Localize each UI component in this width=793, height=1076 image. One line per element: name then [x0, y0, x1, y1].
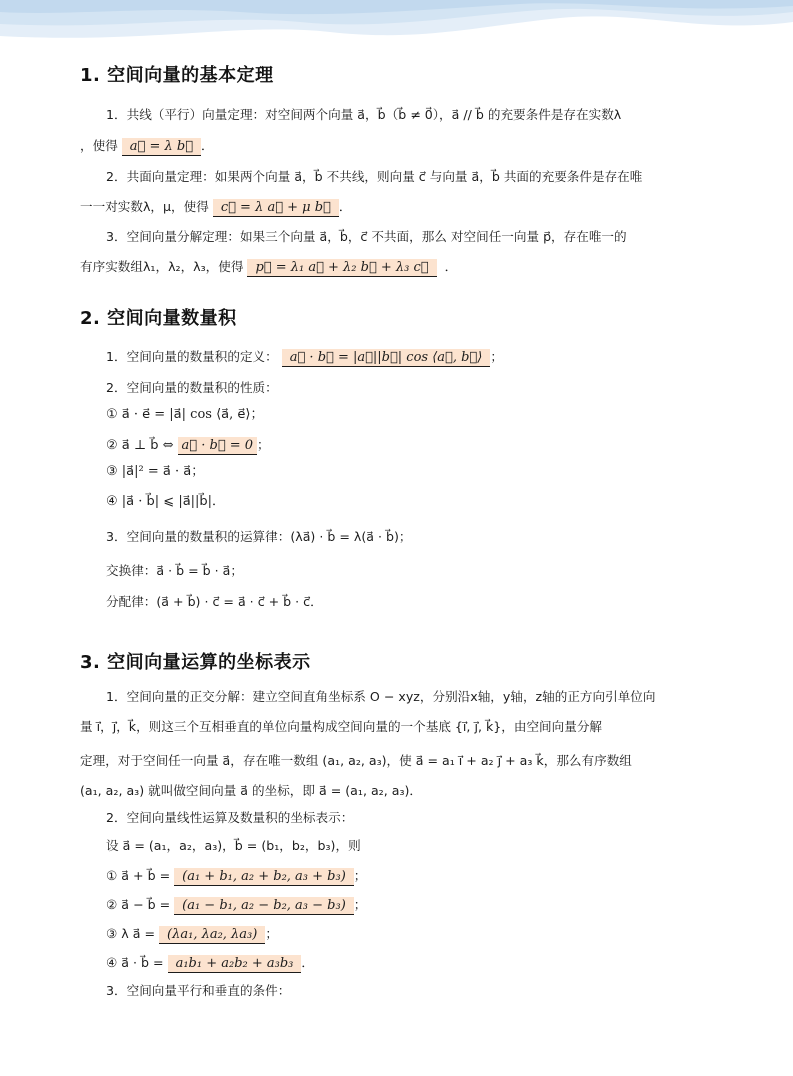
coordinate-item: ④ a⃗ · b⃗ = a₁b₁ + a₂b₂ + a₃b₃ ．	[106, 955, 314, 971]
paragraph-line: 3．空间向量平行和垂直的条件：	[106, 983, 291, 998]
paragraph-line: 一一对实数λ，μ，使得 c⃗ = λ a⃗ + μ b⃗ ．	[80, 199, 352, 215]
answer-highlight: p⃗ = λ₁ a⃗ + λ₂ b⃗ + λ₃ c⃗	[247, 259, 436, 277]
paragraph-line: 3．空间向量的数量积的运算律：(λa⃗) · b⃗ = λ(a⃗ · b⃗)；	[106, 529, 412, 544]
answer-highlight: a⃗ · b⃗ = |a⃗||b⃗| cos ⟨a⃗, b⃗⟩	[282, 349, 491, 367]
paragraph-line: ，使得 a⃗ = λ b⃗ ．	[80, 138, 214, 154]
property-item: ③ |a⃗|² = a⃗ · a⃗；	[106, 464, 205, 479]
answer-highlight: a⃗ = λ b⃗	[122, 138, 201, 156]
section-3	[80, 644, 720, 1074]
coordinate-item: ③ λ a⃗ = (λa₁, λa₂, λa₃) ；	[106, 926, 278, 942]
property-item: ① a⃗ · e⃗ = |a⃗| cos ⟨a⃗, e⃗⟩；	[106, 407, 264, 422]
coordinate-item: ② a⃗ − b⃗ = (a₁ − b₁, a₂ − b₂, a₃ − b₃) ；	[106, 897, 367, 913]
paragraph-line: 2．空间向量的数量积的性质：	[106, 380, 278, 395]
property-item: ② a⃗ ⊥ b⃗ ⇔ a⃗ · b⃗ = 0 ；	[106, 437, 270, 453]
paragraph-line: (a₁, a₂, a₃) 就叫做空间向量 a⃗ 的坐标，即 a⃗ = (a₁, a₂, a₃)．	[80, 783, 422, 798]
section-title: 3. 空间向量运算的坐标表示	[80, 652, 311, 673]
paragraph-line: 2．共面向量定理：如果两个向量 a⃗，b⃗ 不共线，则向量 c⃗ 与向量 a⃗，b⃗ 共面的充要条件是存在唯	[106, 169, 643, 184]
answer-highlight: (a₁ − b₁, a₂ − b₂, a₃ − b₃)	[174, 897, 354, 915]
document-body	[80, 58, 720, 998]
section-2	[80, 300, 720, 640]
paragraph-line: 3．空间向量分解定理：如果三个向量 a⃗，b⃗，c⃗ 不共面，那么 对空间任一向量 p⃗，存在唯一的	[106, 229, 627, 244]
section-1	[80, 58, 720, 288]
paragraph-line: 1．共线（平行）向量定理：对空间两个向量 a⃗，b⃗（b⃗ ≠ 0⃗），a⃗ // b⃗ 的充要条件是存在实数λ	[106, 107, 622, 122]
paragraph-line: 分配律：(a⃗ + b⃗) · c⃗ = a⃗ · c⃗ + b⃗ · c⃗．	[106, 594, 323, 609]
property-item: ④ |a⃗ · b⃗| ⩽ |a⃗||b⃗|．	[106, 494, 226, 509]
paragraph-line: 定理，对于空间任一向量 a⃗，存在唯一数组 (a₁, a₂, a₃)，使 a⃗ = a₁ i⃗ + a₂ j⃗ + a₃ k⃗，那么有序数组	[80, 753, 632, 768]
answer-highlight: c⃗ = λ a⃗ + μ b⃗	[213, 199, 339, 217]
answer-highlight: (λa₁, λa₂, λa₃)	[159, 926, 265, 944]
answer-highlight: (a₁ + b₁, a₂ + b₂, a₃ + b₃)	[174, 868, 354, 886]
answer-highlight: a⃗ · b⃗ = 0	[178, 437, 258, 455]
paragraph-line: 1．空间向量的正交分解：建立空间直角坐标系 O − xyz，分别沿x轴，y轴，z轴的正方向引单位向	[106, 689, 656, 704]
paragraph-line: 2．空间向量线性运算及数量积的坐标表示：	[106, 810, 354, 825]
section-title: 1. 空间向量的基本定理	[80, 65, 274, 86]
paragraph-line: 设 a⃗ = (a₁，a₂，a₃)，b⃗ = (b₁，b₂，b₃)，则	[106, 838, 361, 853]
paragraph-line: 有序实数组λ₁，λ₂，λ₃，使得 p⃗ = λ₁ a⃗ + λ₂ b⃗ + λ₃ c⃗ ．	[80, 259, 458, 275]
section-title: 2. 空间向量数量积	[80, 308, 237, 329]
paragraph-line: 交换律：a⃗ · b⃗ = b⃗ · a⃗；	[106, 563, 243, 578]
paragraph-line: 量 i⃗，j⃗，k⃗，则这三个互相垂直的单位向量构成空间向量的一个基底 {i⃗, j⃗, k⃗}，由空间向量分解	[80, 719, 603, 734]
header-wave-banner	[0, 0, 793, 60]
coordinate-item: ① a⃗ + b⃗ = (a₁ + b₁, a₂ + b₂, a₃ + b₃) ；	[106, 868, 367, 884]
answer-highlight: a₁b₁ + a₂b₂ + a₃b₃	[168, 955, 302, 973]
paragraph-line: 1．空间向量的数量积的定义： a⃗ · b⃗ = |a⃗||b⃗| cos ⟨a⃗, b⃗⟩ ；	[106, 349, 503, 365]
